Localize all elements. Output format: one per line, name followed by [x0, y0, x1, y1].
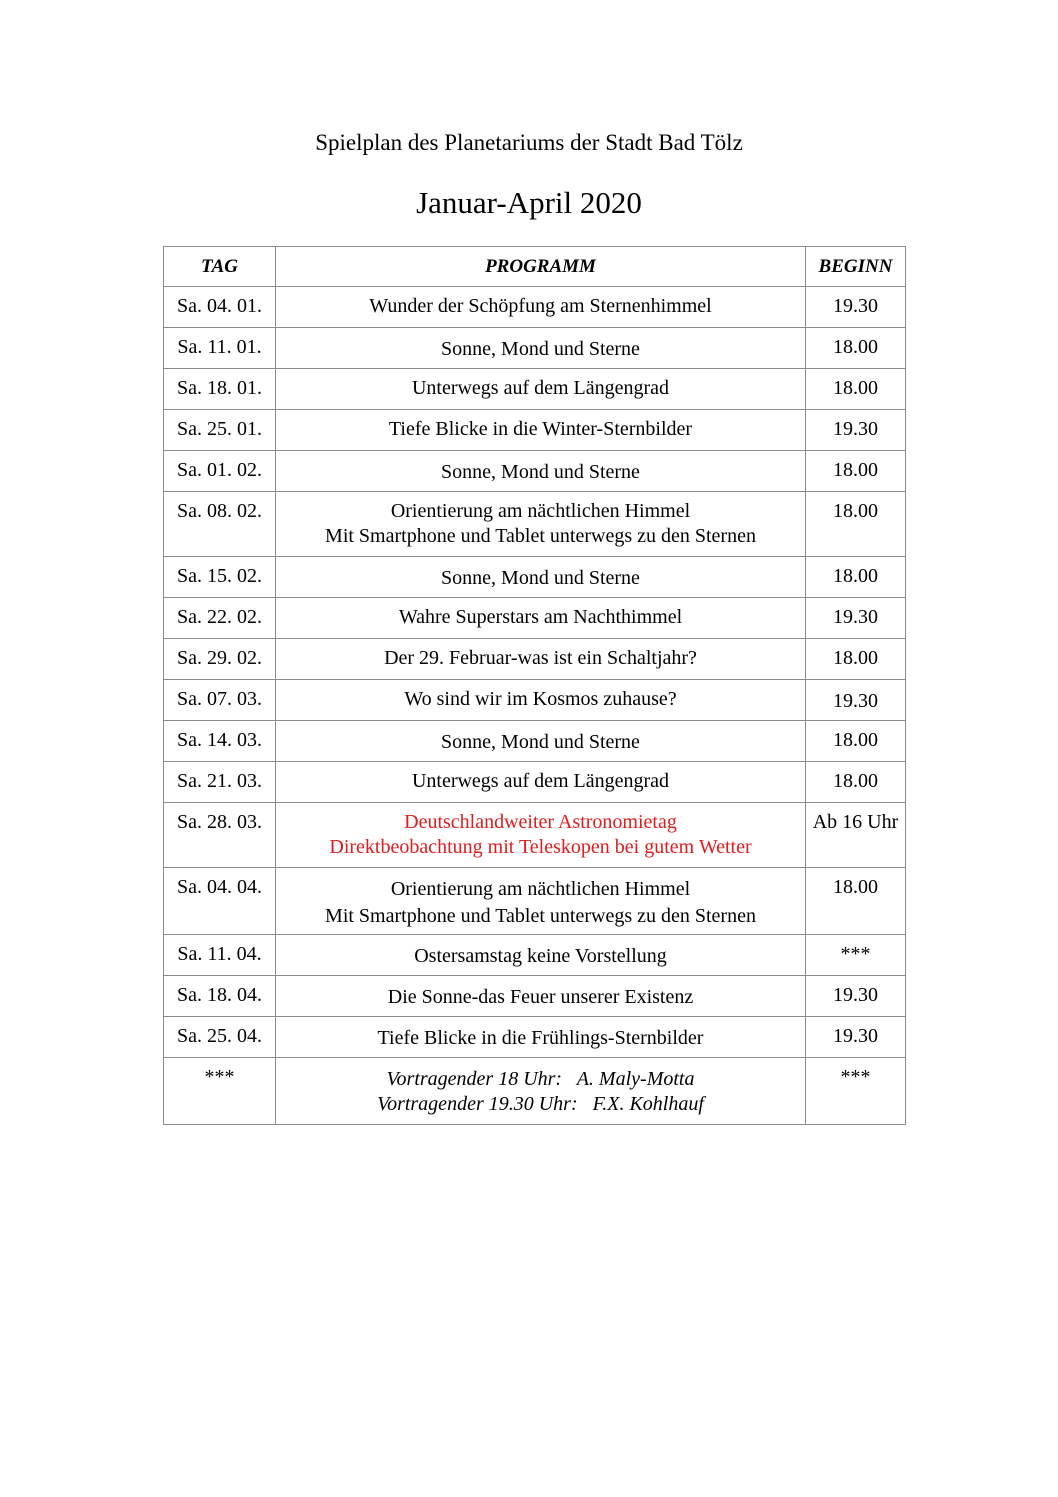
column-header-programm: PROGRAMM: [276, 247, 806, 287]
table-row: [164, 557, 906, 598]
beginn-cell: Ab 16 Uhr: [806, 803, 906, 868]
tag-cell: ***: [164, 1058, 276, 1125]
program-cell: Die Sonne-das Feuer unserer Existenz: [276, 976, 806, 1017]
program-cell: [276, 492, 806, 557]
table-row: [164, 680, 906, 721]
tag-cell: Sa. 22. 02.: [164, 598, 276, 639]
tag-cell: Sa. 11. 04.: [164, 935, 276, 976]
beginn-cell: 18.00: [806, 762, 906, 803]
program-cell: Wahre Superstars am Nachthimmel: [276, 598, 806, 639]
table-header-row: [164, 247, 906, 287]
tag-cell: Sa. 08. 02.: [164, 492, 276, 557]
table-row: [164, 762, 906, 803]
program-line: Orientierung am nächtlichen Himmel: [390, 878, 691, 900]
beginn-cell: 18.00: [806, 557, 906, 598]
table-row: [164, 1058, 906, 1125]
table-row: [164, 410, 906, 451]
program-cell: Tiefe Blicke in die Frühlings-Sternbilder: [276, 1017, 806, 1058]
document-title: Januar-April 2020: [416, 185, 642, 220]
program-cell: Der 29. Februar-was ist ein Schaltjahr?: [276, 639, 806, 680]
program-cell: [276, 868, 806, 935]
beginn-cell: 19.30: [806, 287, 906, 328]
program-cell: Unterwegs auf dem Längengrad: [276, 369, 806, 410]
beginn-cell: 18.00: [806, 721, 906, 762]
beginn-cell: 18.00: [806, 328, 906, 369]
tag-cell: Sa. 15. 02.: [164, 557, 276, 598]
tag-cell: Sa. 18. 04.: [164, 976, 276, 1017]
program-cell: Sonne, Mond und Sterne: [276, 451, 806, 492]
program-line: Vortragender 19.30 Uhr: F.X. Kohlhauf: [377, 1093, 704, 1115]
program-cell: Tiefe Blicke in die Winter-Sternbilder: [276, 410, 806, 451]
program-line: Mit Smartphone und Tablet unterwegs zu den Sternen: [325, 905, 756, 927]
table-row: [164, 803, 906, 868]
table-row: [164, 721, 906, 762]
beginn-cell: 19.30: [806, 598, 906, 639]
tag-cell: Sa. 14. 03.: [164, 721, 276, 762]
table-row: [164, 451, 906, 492]
program-cell: Unterwegs auf dem Längengrad: [276, 762, 806, 803]
program-line: Direktbeobachtung mit Teleskopen bei gutem Wetter: [329, 836, 752, 858]
beginn-cell: 18.00: [806, 492, 906, 557]
table-row: [164, 287, 906, 328]
tag-cell: Sa. 07. 03.: [164, 680, 276, 721]
tag-cell: Sa. 25. 04.: [164, 1017, 276, 1058]
program-cell: Sonne, Mond und Sterne: [276, 557, 806, 598]
program-cell: Sonne, Mond und Sterne: [276, 721, 806, 762]
program-line: Deutschlandweiter Astronomietag: [404, 811, 677, 833]
program-line: Vortragender 18 Uhr: A. Maly-Motta: [386, 1068, 695, 1090]
beginn-cell: 18.00: [806, 451, 906, 492]
tag-cell: Sa. 04. 01.: [164, 287, 276, 328]
table-row: [164, 976, 906, 1017]
beginn-cell: 19.30: [806, 410, 906, 451]
table-row: [164, 868, 906, 935]
tag-cell: Sa. 18. 01.: [164, 369, 276, 410]
tag-cell: Sa. 11. 01.: [164, 328, 276, 369]
table-row: [164, 639, 906, 680]
beginn-cell: 19.30: [806, 1017, 906, 1058]
beginn-cell: 19.30: [806, 680, 906, 721]
tag-cell: Sa. 25. 01.: [164, 410, 276, 451]
table-row: [164, 492, 906, 557]
tag-cell: Sa. 01. 02.: [164, 451, 276, 492]
table-row: [164, 369, 906, 410]
column-header-beginn: BEGINN: [806, 247, 906, 287]
tag-cell: Sa. 29. 02.: [164, 639, 276, 680]
document-subtitle: Spielplan des Planetariums der Stadt Bad Tölz: [315, 130, 743, 155]
program-cell: Sonne, Mond und Sterne: [276, 328, 806, 369]
schedule-table: [163, 246, 906, 1125]
table-row: [164, 935, 906, 976]
program-cell: [276, 803, 806, 868]
table-row: [164, 598, 906, 639]
program-line: Orientierung am nächtlichen Himmel: [390, 500, 691, 522]
program-cell: Wunder der Schöpfung am Sternenhimmel: [276, 287, 806, 328]
beginn-cell: 19.30: [806, 976, 906, 1017]
table-row: [164, 1017, 906, 1058]
beginn-cell: ***: [806, 1058, 906, 1125]
beginn-cell: 18.00: [806, 868, 906, 935]
program-cell: [276, 1058, 806, 1125]
table-row: [164, 328, 906, 369]
program-cell: Wo sind wir im Kosmos zuhause?: [276, 680, 806, 721]
beginn-cell: 18.00: [806, 639, 906, 680]
tag-cell: Sa. 28. 03.: [164, 803, 276, 868]
program-cell: Ostersamstag keine Vorstellung: [276, 935, 806, 976]
beginn-cell: 18.00: [806, 369, 906, 410]
tag-cell: Sa. 04. 04.: [164, 868, 276, 935]
program-line: Mit Smartphone und Tablet unterwegs zu den Sternen: [325, 525, 756, 547]
column-header-tag: TAG: [164, 247, 276, 287]
beginn-cell: ***: [806, 935, 906, 976]
tag-cell: Sa. 21. 03.: [164, 762, 276, 803]
